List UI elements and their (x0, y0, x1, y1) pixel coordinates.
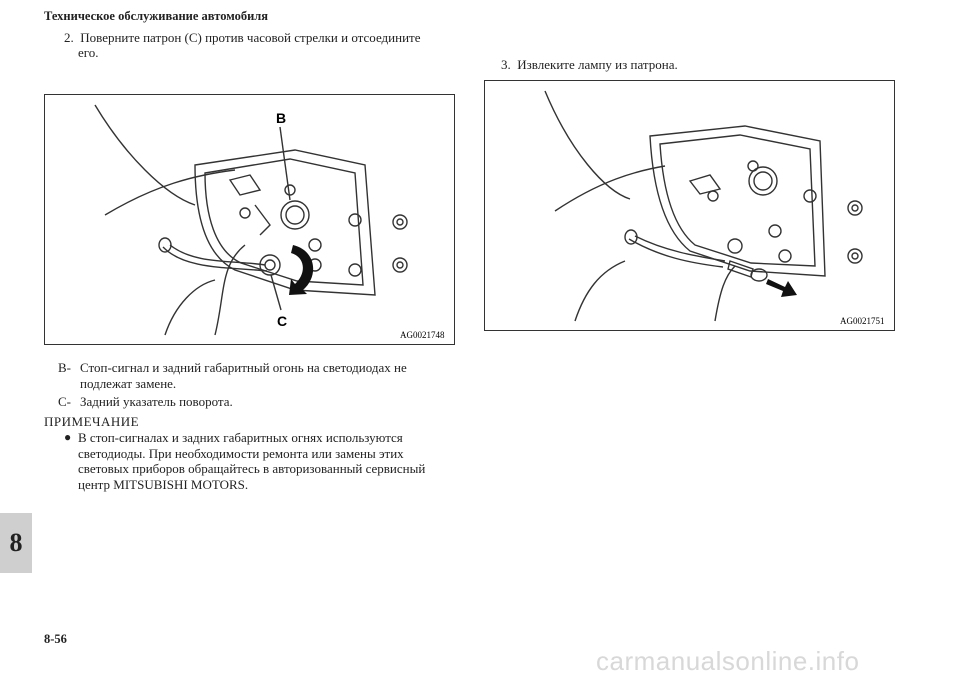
figure-code: AG0021751 (840, 316, 885, 326)
figure-legend (44, 360, 450, 413)
legend-text: Стоп-сигнал и задний габаритный огонь на светодиодах не (80, 360, 407, 375)
legend-key: B- (58, 360, 71, 375)
figure-socket-rotate (44, 94, 455, 345)
note-line: светодиоды. При необходимости ремонта или замены этих (78, 445, 404, 461)
step-3 (501, 57, 678, 72)
legend-item (44, 360, 450, 391)
note-line: В стоп-сигналах и задних габаритных огнях используются (78, 430, 403, 445)
figure-bulb-remove (484, 80, 895, 331)
step-text: Поверните патрон (C) против часовой стрелки и отсоедините (80, 30, 421, 45)
note-item (64, 430, 454, 492)
legend-item (44, 394, 450, 410)
step-2 (64, 30, 464, 60)
watermark: carmanualsonline.info (596, 646, 860, 676)
note-title: ПРИМЕЧАНИЕ (44, 414, 140, 429)
label-b: B (276, 110, 287, 126)
bullet-icon: ● (64, 430, 72, 444)
tail-lamp-illustration (485, 81, 894, 330)
page-header: Техническое обслуживание автомобиля (44, 9, 269, 23)
tail-lamp-illustration (45, 95, 454, 344)
label-c: C (277, 313, 288, 329)
step-number: 2. (64, 30, 74, 45)
note-line: световых приборов обращайтесь в авторизованный сервисный (78, 461, 426, 476)
legend-text-cont: подлежат замене. (80, 375, 177, 391)
figure-code: AG0021748 (400, 330, 445, 340)
step-number: 3. (501, 57, 511, 72)
step-text-cont: его. (78, 45, 99, 60)
legend-text: Задний указатель поворота. (80, 394, 233, 409)
step-text: Извлеките лампу из патрона. (517, 57, 678, 72)
section-tab: 8 (0, 513, 32, 573)
legend-key: C- (58, 394, 71, 409)
page-number: 8-56 (44, 632, 67, 646)
note-line: центр MITSUBISHI MOTORS. (78, 476, 249, 492)
